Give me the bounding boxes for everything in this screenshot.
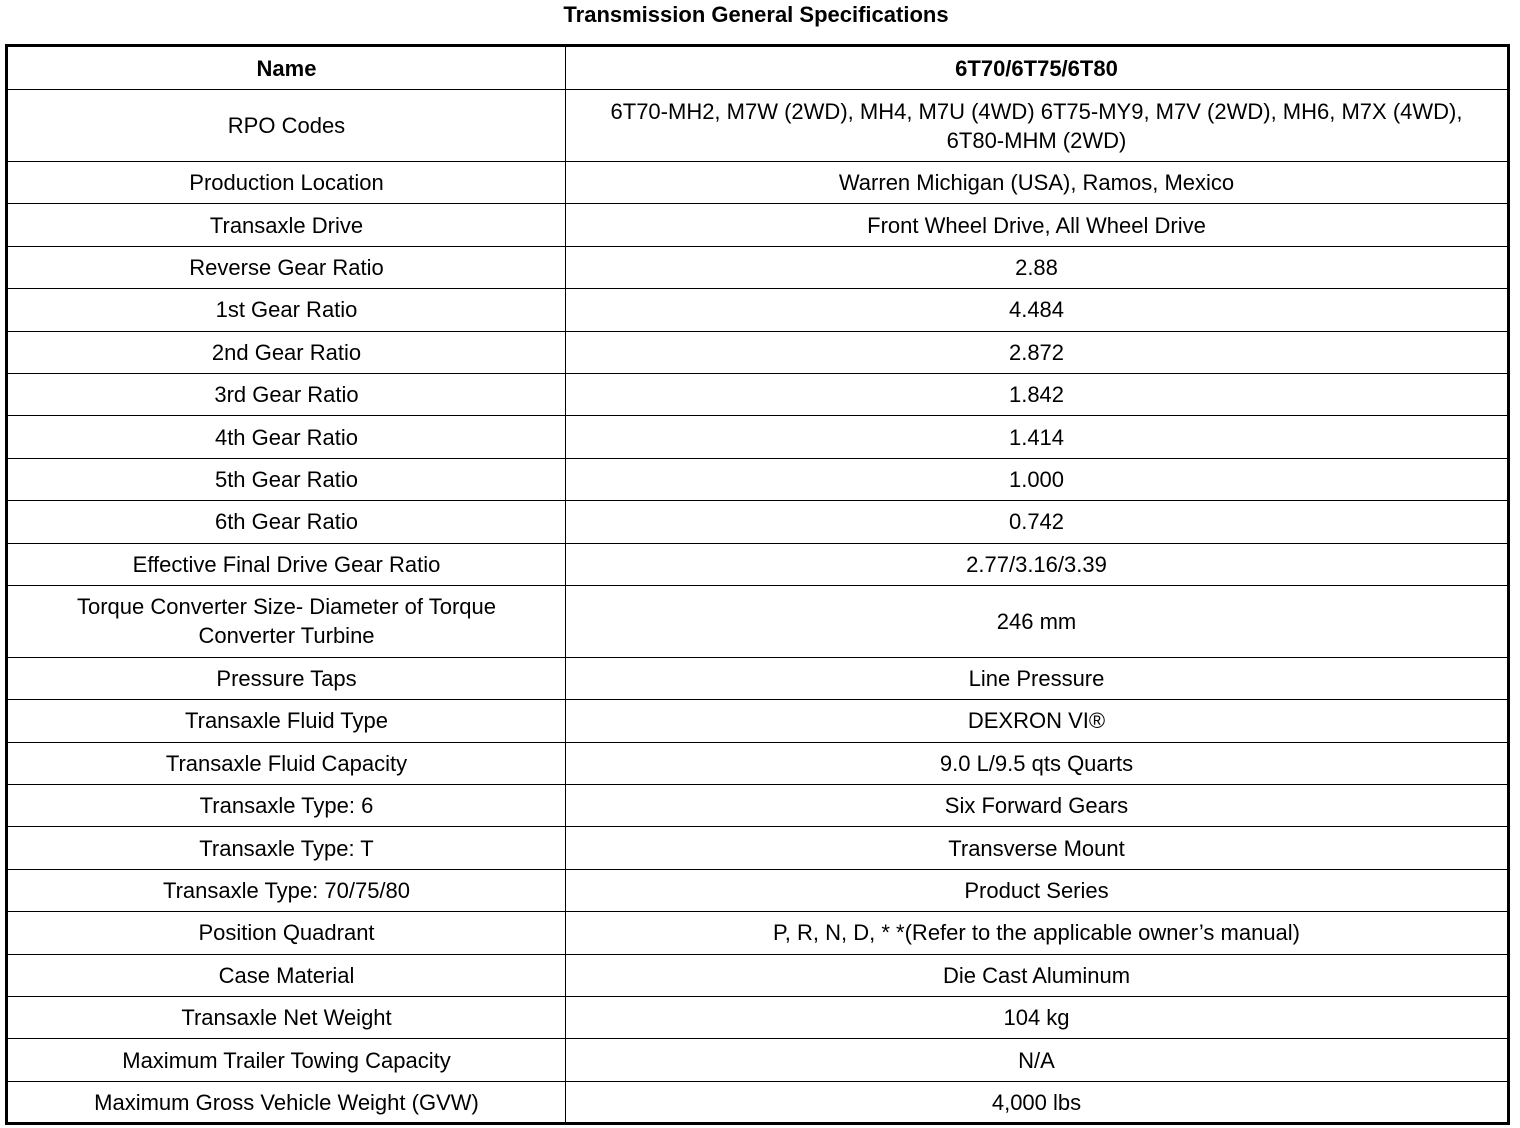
spec-name: Transaxle Type: T — [7, 827, 566, 869]
spec-value: 4,000 lbs — [566, 1081, 1509, 1123]
spec-value: 0.742 — [566, 501, 1509, 543]
table-row — [7, 373, 1509, 415]
spec-name: 1st Gear Ratio — [7, 289, 566, 331]
table-row — [7, 657, 1509, 699]
spec-value: Front Wheel Drive, All Wheel Drive — [566, 204, 1509, 246]
table-header-row — [7, 46, 1509, 90]
spec-name: 2nd Gear Ratio — [7, 331, 566, 373]
table-row — [7, 997, 1509, 1039]
table-row — [7, 162, 1509, 204]
spec-value: Six Forward Gears — [566, 785, 1509, 827]
spec-value: DEXRON VI® — [566, 700, 1509, 742]
spec-value: Product Series — [566, 869, 1509, 911]
spec-value: 246 mm — [566, 585, 1509, 657]
document-title: Transmission General Specifications — [563, 2, 949, 27]
spec-name: Pressure Taps — [7, 657, 566, 699]
spec-name: Torque Converter Size- Diameter of Torque Converter Turbine — [7, 585, 566, 657]
spec-value: Warren Michigan (USA), Ramos, Mexico — [566, 162, 1509, 204]
spec-name: Case Material — [7, 954, 566, 996]
column-header-name: Name — [7, 46, 566, 90]
table-row — [7, 458, 1509, 500]
spec-name: Transaxle Fluid Capacity — [7, 742, 566, 784]
table-row — [7, 416, 1509, 458]
spec-value: Die Cast Aluminum — [566, 954, 1509, 996]
table-row — [7, 869, 1509, 911]
spec-value: 4.484 — [566, 289, 1509, 331]
spec-value: 1.842 — [566, 373, 1509, 415]
spec-value: Transverse Mount — [566, 827, 1509, 869]
spec-name: Transaxle Drive — [7, 204, 566, 246]
table-row — [7, 90, 1509, 162]
spec-value: P, R, N, D, * *(Refer to the applicable owner’s manual) — [566, 912, 1509, 954]
table-row — [7, 785, 1509, 827]
table-row — [7, 1039, 1509, 1081]
spec-name: Transaxle Type: 70/75/80 — [7, 869, 566, 911]
spec-name: RPO Codes — [7, 90, 566, 162]
spec-value: N/A — [566, 1039, 1509, 1081]
table-row — [7, 954, 1509, 996]
table-row — [7, 331, 1509, 373]
table-row — [7, 246, 1509, 288]
table-row — [7, 204, 1509, 246]
spec-name: Position Quadrant — [7, 912, 566, 954]
spec-value: 1.000 — [566, 458, 1509, 500]
table-row — [7, 912, 1509, 954]
spec-name: Transaxle Type: 6 — [7, 785, 566, 827]
table-row — [7, 543, 1509, 585]
spec-name: Transaxle Net Weight — [7, 997, 566, 1039]
spec-name: Reverse Gear Ratio — [7, 246, 566, 288]
spec-name: Effective Final Drive Gear Ratio — [7, 543, 566, 585]
spec-name: Transaxle Fluid Type — [7, 700, 566, 742]
spec-name: Maximum Trailer Towing Capacity — [7, 1039, 566, 1081]
spec-name: 3rd Gear Ratio — [7, 373, 566, 415]
spec-value: 2.88 — [566, 246, 1509, 288]
spec-value: 6T70-MH2, M7W (2WD), MH4, M7U (4WD) 6T75-MY9, M7V (2WD), MH6, M7X (4WD), 6T80-MHM (2WD) — [566, 90, 1509, 162]
spec-value: 104 kg — [566, 997, 1509, 1039]
spec-value: 2.77/3.16/3.39 — [566, 543, 1509, 585]
spec-value: 2.872 — [566, 331, 1509, 373]
spec-name: Maximum Gross Vehicle Weight (GVW) — [7, 1081, 566, 1123]
table-row — [7, 742, 1509, 784]
table-row — [7, 289, 1509, 331]
column-header-value: 6T70/6T75/6T80 — [566, 46, 1509, 90]
specifications-table — [5, 44, 1510, 1125]
table-row — [7, 700, 1509, 742]
spec-name: 5th Gear Ratio — [7, 458, 566, 500]
table-row — [7, 1081, 1509, 1123]
spec-name: 6th Gear Ratio — [7, 501, 566, 543]
spec-name: Production Location — [7, 162, 566, 204]
spec-value: 9.0 L/9.5 qts Quarts — [566, 742, 1509, 784]
spec-name: 4th Gear Ratio — [7, 416, 566, 458]
table-row — [7, 827, 1509, 869]
table-row — [7, 501, 1509, 543]
spec-value: Line Pressure — [566, 657, 1509, 699]
table-row — [7, 585, 1509, 657]
spec-value: 1.414 — [566, 416, 1509, 458]
